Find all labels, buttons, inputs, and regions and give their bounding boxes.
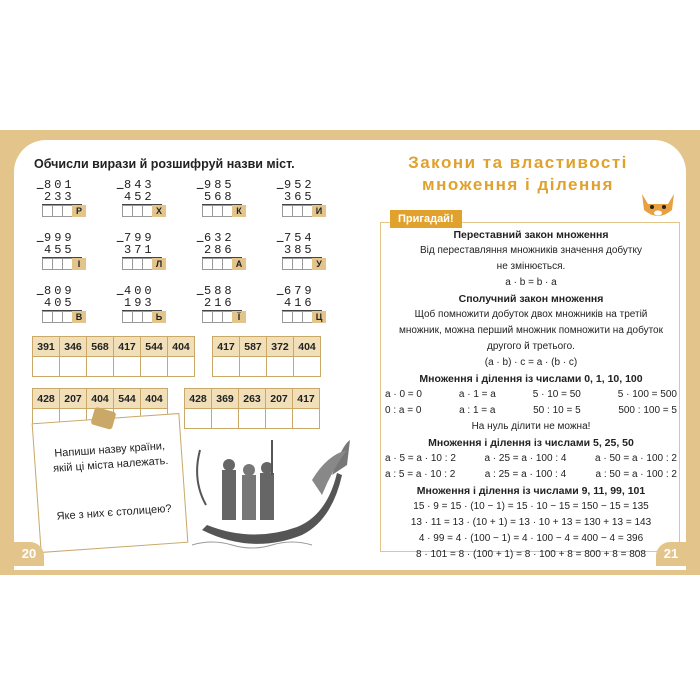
example-line: 13 · 11 = 13 · (10 + 1) = 13 · 10 + 13 = 130 + 13 = 143 [410, 517, 652, 528]
cipher-number: 372 [267, 337, 294, 357]
formula: 5 · 10 = 50 [532, 389, 581, 400]
answer-cell[interactable] [212, 311, 222, 323]
cipher-letter: В [72, 311, 86, 323]
answer-cell[interactable] [122, 258, 132, 270]
cipher-letter: І [72, 258, 86, 270]
rule-text: Щоб помножити добуток двох множників на третій [414, 309, 648, 320]
formula: a · 0 = 0 [385, 389, 422, 400]
minuend: 985 [204, 178, 235, 192]
subtraction-problem [116, 231, 178, 273]
minus-sign: − [116, 288, 125, 304]
answer-cell[interactable] [222, 258, 232, 270]
subtrahend: 416 [284, 296, 315, 310]
answer-cells[interactable] [202, 205, 246, 217]
answer-cell[interactable] [292, 205, 302, 217]
minuend: 799 [124, 231, 155, 245]
answer-cell[interactable] [302, 258, 312, 270]
letter-input-cell[interactable] [294, 357, 321, 377]
rule-text: a · b = b · a [505, 277, 557, 288]
cipher-letter: Ї [232, 311, 246, 323]
subtraction-problem [36, 284, 98, 326]
formula-row [383, 405, 679, 416]
answer-cell[interactable] [52, 205, 62, 217]
rule-text: (a · b) · c = a · (b · c) [484, 357, 578, 368]
letter-input-cell[interactable] [267, 357, 294, 377]
cipher-number: 428 [33, 389, 60, 409]
answer-cell[interactable] [202, 258, 212, 270]
answer-cell[interactable] [142, 258, 152, 270]
answer-cell[interactable] [142, 311, 152, 323]
cipher-letter: Ц [312, 311, 326, 323]
formula: a · 25 = a · 100 : 4 [484, 453, 567, 464]
subtraction-problem [196, 231, 258, 273]
note-question: Яке з них є столицею? [56, 502, 172, 523]
cipher-letter: Ь [152, 311, 166, 323]
answer-cells[interactable] [202, 258, 246, 270]
answer-cell[interactable] [142, 205, 152, 217]
letter-input-cell[interactable] [33, 357, 60, 377]
subtraction-problem [276, 284, 338, 326]
cipher-number: 404 [141, 389, 168, 409]
answer-cells[interactable] [282, 311, 326, 323]
rule-heading: Сполучний закон множення [458, 293, 604, 305]
subtraction-problem [116, 284, 178, 326]
minus-sign: − [36, 235, 45, 251]
answer-cell[interactable] [132, 258, 142, 270]
minus-sign: − [276, 182, 285, 198]
subtraction-problem [116, 178, 178, 220]
answer-cells[interactable] [122, 205, 166, 217]
answer-cell[interactable] [302, 311, 312, 323]
cipher-number: 207 [266, 389, 293, 409]
cipher-number: 587 [240, 337, 267, 357]
cipher-number: 428 [185, 389, 212, 409]
letter-input-cell[interactable] [114, 357, 141, 377]
rule-heading: Множення і ділення із числами 0, 1, 10, 100 [419, 373, 643, 385]
formula-row [383, 453, 679, 464]
subtrahend: 193 [124, 296, 155, 310]
subtrahend: 365 [284, 190, 315, 204]
minus-sign: − [116, 182, 125, 198]
answer-cell[interactable] [222, 311, 232, 323]
answer-cell[interactable] [132, 205, 142, 217]
answer-cell[interactable] [202, 311, 212, 323]
minuend: 400 [124, 284, 155, 298]
answer-cell[interactable] [122, 311, 132, 323]
minus-sign: − [276, 235, 285, 251]
cipher-number: 404 [294, 337, 321, 357]
minus-sign: − [36, 182, 45, 198]
answer-cell[interactable] [42, 311, 52, 323]
cipher-table [212, 336, 321, 377]
subtrahend: 286 [204, 243, 235, 257]
cipher-number: 568 [87, 337, 114, 357]
boat-monument-illustration [192, 435, 350, 555]
cipher-number: 544 [141, 337, 168, 357]
formula: a · 5 = a · 10 : 2 [385, 453, 456, 464]
answer-cells[interactable] [122, 311, 166, 323]
formula: 0 : a = 0 [385, 405, 422, 416]
cipher-number: 544 [114, 389, 141, 409]
subtrahend: 385 [284, 243, 315, 257]
cipher-number: 417 [114, 337, 141, 357]
formula: a · 50 = a · 100 : 2 [595, 453, 677, 464]
letter-input-cell[interactable] [213, 357, 240, 377]
formula: a : 25 = a · 100 : 4 [484, 469, 567, 480]
cipher-number: 207 [60, 389, 87, 409]
subtraction-problem [196, 178, 258, 220]
left-page [14, 140, 350, 570]
minuend: 754 [284, 231, 315, 245]
example-line: 4 · 99 = 4 · (100 − 1) = 4 · 100 − 4 = 400 − 4 = 396 [418, 533, 644, 544]
letter-input-cell[interactable] [141, 357, 168, 377]
title-line-2: множення і ділення [422, 175, 614, 194]
formula: a : 50 = a · 100 : 2 [595, 469, 677, 480]
rule-text: Від переставляння множників значення добутку [420, 245, 642, 256]
note-text: Напиши назву країни, якій ці міста належать. [52, 440, 169, 475]
cipher-letter: Х [152, 205, 166, 217]
cipher-number: 404 [87, 389, 114, 409]
subtraction-problem [36, 178, 98, 220]
cipher-letter: Р [72, 205, 86, 217]
answer-cells[interactable] [42, 311, 86, 323]
subtraction-problem [36, 231, 98, 273]
answer-cell[interactable] [62, 258, 72, 270]
cipher-number: 263 [239, 389, 266, 409]
minus-sign: − [276, 288, 285, 304]
subtrahend: 216 [204, 296, 235, 310]
letter-input-cell[interactable] [240, 357, 267, 377]
minuend: 809 [44, 284, 75, 298]
subtrahend: 371 [124, 243, 155, 257]
minuend: 999 [44, 231, 75, 245]
formula: a : 5 = a · 10 : 2 [385, 469, 456, 480]
minus-sign: − [36, 288, 45, 304]
answer-cell[interactable] [212, 205, 222, 217]
answer-cell[interactable] [282, 258, 292, 270]
answer-cell[interactable] [202, 205, 212, 217]
letter-input-cell[interactable] [266, 409, 293, 429]
subtrahend: 405 [44, 296, 75, 310]
minus-sign: − [196, 182, 205, 198]
answer-cells[interactable] [42, 205, 86, 217]
rule-text: множник, можна перший множник помножити на добуток [399, 325, 663, 336]
answer-cells[interactable] [282, 258, 326, 270]
subtrahend: 452 [124, 190, 155, 204]
answer-cell[interactable] [282, 205, 292, 217]
rule-heading: Множення і ділення із числами 9, 11, 99, 101 [416, 485, 646, 497]
cipher-letter: У [312, 258, 326, 270]
letter-input-cell[interactable] [212, 409, 239, 429]
letter-input-cell[interactable] [239, 409, 266, 429]
cipher-letter: И [312, 205, 326, 217]
example-line: 15 · 9 = 15 · (10 − 1) = 15 · 10 − 15 = 150 − 15 = 135 [413, 501, 649, 512]
cipher-number: 417 [293, 389, 320, 409]
cipher-number: 391 [33, 337, 60, 357]
answer-cells[interactable] [202, 311, 246, 323]
rule-heading: Переставний закон множення [453, 229, 609, 241]
formula-row [383, 469, 679, 480]
minus-sign: − [196, 288, 205, 304]
subtraction-problem [276, 231, 338, 273]
task-title: Обчисли вирази й розшифруй назви міст. [34, 157, 295, 171]
formula: 500 : 100 = 5 [618, 405, 677, 416]
answer-cell[interactable] [212, 258, 222, 270]
minuend: 588 [204, 284, 235, 298]
answer-cell[interactable] [222, 205, 232, 217]
minus-sign: − [196, 235, 205, 251]
answer-cell[interactable] [42, 205, 52, 217]
right-page [350, 140, 686, 570]
page-number-right: 21 [656, 542, 686, 566]
minuend: 632 [204, 231, 235, 245]
answer-cell[interactable] [122, 205, 132, 217]
letter-input-cell[interactable] [185, 409, 212, 429]
example-line: 8 · 101 = 8 · (100 + 1) = 8 · 100 + 8 = 800 + 8 = 808 [416, 549, 646, 560]
answer-cells[interactable] [42, 258, 86, 270]
cipher-number: 404 [168, 337, 195, 357]
answer-cell[interactable] [282, 311, 292, 323]
warning-text: На нуль ділити не можна! [471, 421, 591, 432]
cipher-number: 369 [212, 389, 239, 409]
minuend: 801 [44, 178, 75, 192]
answer-cells[interactable] [282, 205, 326, 217]
minuend: 952 [284, 178, 315, 192]
page-number-left: 20 [14, 542, 44, 566]
answer-cell[interactable] [292, 258, 302, 270]
subtraction-problem [196, 284, 258, 326]
cipher-number: 346 [60, 337, 87, 357]
minuend: 679 [284, 284, 315, 298]
letter-input-cell[interactable] [60, 357, 87, 377]
answer-cells[interactable] [122, 258, 166, 270]
subtrahend: 233 [44, 190, 75, 204]
answer-cell[interactable] [62, 311, 72, 323]
title-line-1: Закони та властивості [408, 153, 628, 172]
formula: a · 1 = a [458, 389, 496, 400]
answer-cell[interactable] [62, 205, 72, 217]
minus-sign: − [116, 235, 125, 251]
subtraction-problem [276, 178, 338, 220]
cipher-table [184, 388, 320, 429]
answer-cell[interactable] [302, 205, 312, 217]
letter-input-cell[interactable] [168, 357, 195, 377]
minuend: 843 [124, 178, 155, 192]
answer-cell[interactable] [292, 311, 302, 323]
remember-label: Пригадай! [390, 210, 462, 228]
answer-cell[interactable] [52, 258, 62, 270]
cipher-table [32, 336, 195, 377]
cipher-letter: А [232, 258, 246, 270]
subtrahend: 568 [204, 190, 235, 204]
letter-input-cell[interactable] [293, 409, 320, 429]
subtrahend: 455 [44, 243, 75, 257]
answer-cell[interactable] [52, 311, 62, 323]
formula: a : 1 = a [459, 405, 496, 416]
formula: 5 · 100 = 500 [617, 389, 677, 400]
rule-text: другого й третього. [487, 341, 575, 352]
cipher-number: 417 [213, 337, 240, 357]
cipher-letter: К [232, 205, 246, 217]
rule-heading: Множення і ділення із числами 5, 25, 50 [428, 437, 634, 449]
formula: 50 : 10 = 5 [533, 405, 581, 416]
cipher-letter: Л [152, 258, 166, 270]
rule-text: не змінюється. [496, 261, 566, 272]
answer-cell[interactable] [42, 258, 52, 270]
answer-cell[interactable] [132, 311, 142, 323]
cat-mascot-icon [636, 188, 680, 224]
letter-input-cell[interactable] [87, 357, 114, 377]
sticky-note [32, 413, 189, 553]
formula-row [383, 389, 679, 400]
